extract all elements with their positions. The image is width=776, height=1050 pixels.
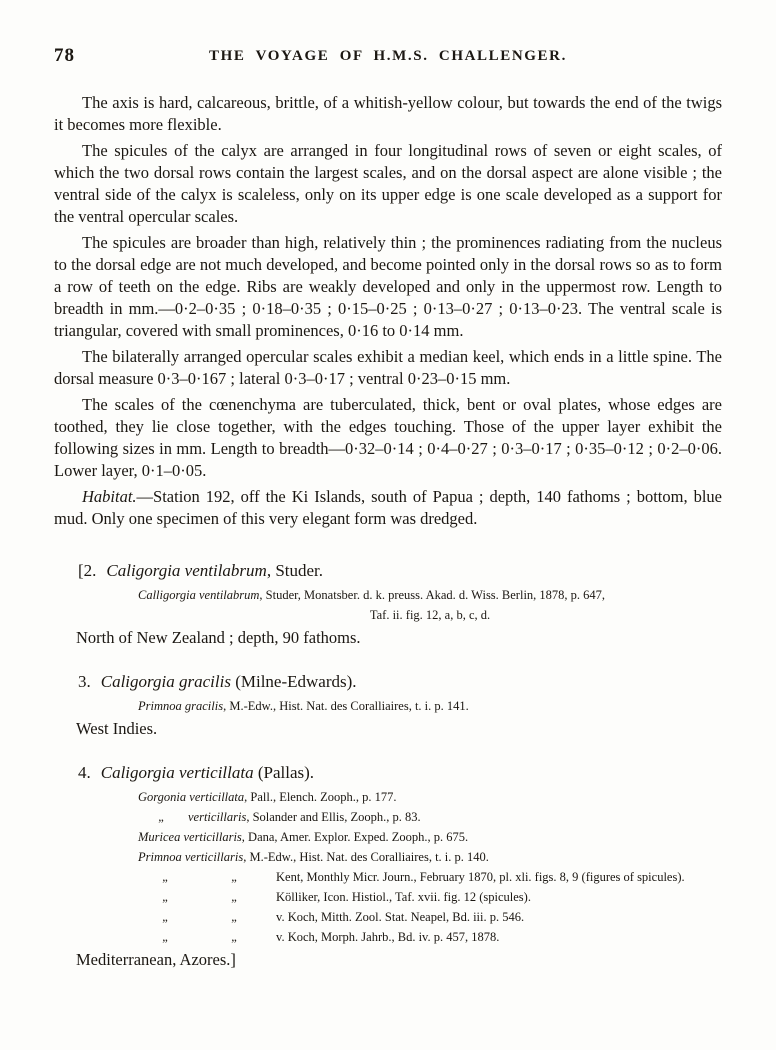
citation-line	[138, 585, 722, 605]
ditto-mark: „	[162, 930, 168, 944]
ditto-mark: „	[231, 890, 237, 904]
species-entries	[54, 560, 722, 971]
citation-line	[138, 787, 722, 807]
species-heading	[78, 762, 722, 784]
citation-line	[138, 887, 722, 907]
page-header	[54, 46, 722, 66]
paragraph: The spicules of the calyx are arranged in four longitudinal rows of seven or eight scales, of which the two dorsal rows contain the largest scales, and on the dorsal aspect are alone visible ; the ventral side of the calyx is scaleless, only on its upper edge is one scale developed as a support for the ventral opercular scales.	[54, 141, 722, 226]
ditto-mark: „	[231, 870, 237, 884]
species-authority: (Milne-Edwards).	[230, 672, 357, 691]
ditto-mark: „	[162, 910, 168, 924]
distribution-note: West Indies.	[76, 719, 158, 738]
ditto-mark: „	[162, 890, 168, 904]
citation-text: v. Koch, Mitth. Zool. Stat. Neapel, Bd. iii. p. 546.	[276, 910, 525, 924]
species-name: Caligorgia gracilis	[100, 672, 231, 691]
citation-text: , Pall., Elench. Zooph., p. 177.	[244, 790, 397, 804]
cited-name: Calligorgia ventilabrum	[138, 588, 260, 602]
paragraph: The scales of the cœnenchyma are tuberculated, thick, bent or oval plates, whose edges are toothed, they lie close together, with the edges touching. Those of the upper layer exhibit the following sizes in mm. Length to breadth—0·32–0·14 ; 0·4–0·27 ; 0·3–0·17 ; 0·35–0·12 ; 0·2–0·06. Lower layer, 0·1–0·05.	[54, 395, 722, 480]
cited-name: Gorgonia verticillata	[138, 790, 245, 804]
ditto-mark: „	[162, 870, 168, 884]
species-authority: , Studer.	[266, 561, 324, 580]
citation-line	[138, 696, 722, 716]
citation-line	[138, 927, 722, 947]
citation-text: , Dana, Amer. Explor. Exped. Zooph., p. 675.	[241, 830, 469, 844]
habitat-label: Habitat.	[82, 487, 137, 506]
species-heading	[78, 671, 722, 693]
distribution-note: Mediterranean, Azores.]	[76, 950, 236, 969]
distribution-note: North of New Zealand ; depth, 90 fathoms.	[76, 628, 361, 647]
species-heading	[78, 560, 722, 582]
citation-line	[138, 807, 722, 827]
cited-name: Primnoa gracilis	[138, 699, 224, 713]
cited-name: Primnoa verticillaris	[138, 850, 244, 864]
species-number: 4.	[78, 763, 91, 782]
species-name: Caligorgia ventilabrum	[106, 561, 267, 580]
citation-line	[138, 827, 722, 847]
citation-line	[138, 907, 722, 927]
citation-line	[138, 867, 722, 887]
citation-text: , Solander and Ellis, Zooph., p. 83.	[246, 810, 421, 824]
paragraph: The axis is hard, calcareous, brittle, of a whitish-yellow colour, but towards the end of the twigs it becomes more flexible.	[54, 93, 722, 134]
species-number: 3.	[78, 672, 91, 691]
citation-block	[138, 787, 722, 947]
citation-line	[138, 847, 722, 867]
species-entry-4	[54, 762, 722, 971]
citation-block	[138, 696, 722, 716]
citation-text: Kent, Monthly Micr. Journ., February 1870, pl. xli. figs. 8, 9 (figures of spicules).	[276, 870, 685, 884]
paragraph: The spicules are broader than high, relatively thin ; the prominences radiating from the nucleus to the dorsal edge are not much developed, and become pointed only in the dorsal rows so as to form a row of teeth on the edge. Ribs are weakly developed and only in the uppermost row. Length to breadth in mm.—0·2–0·35 ; 0·18–0·35 ; 0·15–0·25 ; 0·13–0·27 ; 0·13–0·23. The ventral scale is triangular, covered with small prominences, 0·16 to 0·14 mm.	[54, 233, 722, 340]
species-number: [2.	[78, 561, 97, 580]
citation-text: , M.-Edw., Hist. Nat. des Coralliaires, t. i. p. 141.	[223, 699, 469, 713]
ditto-mark: „	[231, 930, 237, 944]
species-name: Caligorgia verticillata	[100, 763, 254, 782]
citation-text: Kölliker, Icon. Histiol., Taf. xvii. fig. 12 (spicules).	[276, 890, 531, 904]
species-entry-3	[54, 671, 722, 740]
body-text	[54, 92, 722, 530]
citation-block	[138, 585, 722, 625]
species-entry-2	[54, 560, 722, 649]
ditto-mark: „	[158, 810, 164, 824]
species-authority: (Pallas).	[253, 763, 315, 782]
citation-text: , M.-Edw., Hist. Nat. des Coralliaires, t. i. p. 140.	[243, 850, 489, 864]
citation-text: , Studer, Monatsber. d. k. preuss. Akad. d. Wiss. Berlin, 1878, p. 647,	[259, 588, 606, 602]
citation-line-continued: Taf. ii. fig. 12, a, b, c, d.	[369, 608, 491, 622]
cited-name: Muricea verticillaris	[138, 830, 242, 844]
paragraph: The bilaterally arranged opercular scales exhibit a median keel, which ends in a little spine. The dorsal measure 0·3–0·167 ; lateral 0·3–0·17 ; ventral 0·23–0·15 mm.	[54, 347, 722, 388]
habitat-paragraph	[54, 486, 722, 530]
page-number: 78	[54, 45, 75, 66]
ditto-mark: „	[231, 910, 237, 924]
running-title: THE VOYAGE OF H.M.S. CHALLENGER.	[209, 48, 567, 64]
cited-name: verticillaris	[188, 810, 247, 824]
citation-text: v. Koch, Morph. Jahrb., Bd. iv. p. 457, 1878.	[276, 930, 500, 944]
habitat-text: —Station 192, off the Ki Islands, south of Papua ; depth, 140 fathoms ; bottom, blue mud. Only one specimen of this very elegant form was dredged.	[54, 487, 722, 528]
